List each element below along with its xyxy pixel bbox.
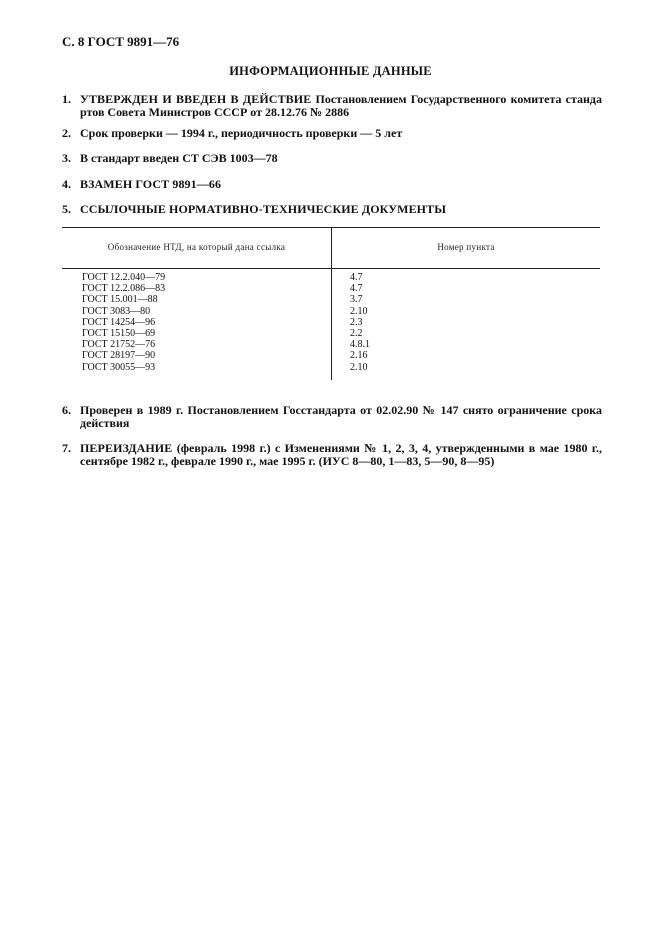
item-text: Срок проверки — 1994 г., периодичность проверки — 5 лет (80, 126, 403, 140)
item-text: В стандарт введен СТ СЭВ 1003—78 (80, 151, 278, 165)
column-divider (331, 228, 332, 380)
item-lead: УТВЕРЖДЕН И ВВЕДЕН В ДЕЙСТВИЕ (80, 92, 312, 106)
table-cell-clause: 2.10 (350, 305, 368, 317)
table-cell-document: ГОСТ 21752—76 (82, 339, 156, 351)
clause-column (350, 272, 370, 373)
table-cell-clause: 4.7 (350, 283, 363, 295)
item-text: Проверен в 1989 г. Постановлением Госстандарта от 02.02.90 № 147 снято ограничение срока действия (80, 403, 602, 430)
column-header-document: Обозначение НТД, на который дана ссылка (107, 242, 286, 252)
item-number: 5. (62, 202, 71, 216)
info-item-7 (62, 442, 602, 468)
table-cell-document: ГОСТ 12.2.040—79 (82, 272, 166, 283)
document-column (82, 272, 165, 373)
item-number: 7. (62, 441, 71, 455)
table-cell-document: ГОСТ 3083—80 (82, 305, 151, 317)
table-cell-document: ГОСТ 14254—96 (82, 316, 156, 328)
item-lead: ВЗАМЕН ГОСТ 9891—66 (80, 177, 222, 191)
info-item-4 (62, 178, 602, 191)
info-item-6 (62, 404, 602, 430)
item-lead: ПЕРЕИЗДАНИЕ (80, 441, 173, 455)
document-title: ИНФОРМАЦИОННЫЕ ДАННЫЕ (229, 64, 432, 78)
table-cell-document: ГОСТ 15150—69 (82, 328, 156, 340)
table-cell-document: ГОСТ 30055—93 (82, 361, 156, 373)
item-lead: ССЫЛОЧНЫЕ НОРМАТИВНО-ТЕХНИЧЕСКИЕ ДОКУМЕНТЫ (80, 202, 447, 216)
table-cell-clause: 3.7 (350, 294, 363, 306)
table-cell-document: ГОСТ 15.001—88 (82, 294, 158, 306)
info-item-5 (62, 203, 602, 216)
table-cell-clause: 4.7 (350, 272, 363, 283)
column-header-clause: Номер пункта (437, 242, 495, 252)
info-item-2 (62, 127, 602, 140)
info-item-3 (62, 152, 602, 165)
table-cell-clause: 4.8.1 (350, 339, 370, 351)
reference-documents-table (62, 227, 600, 380)
item-number: 3. (62, 151, 71, 165)
item-number: 1. (62, 92, 71, 106)
item-number: 2. (62, 126, 71, 140)
table-cell-document: ГОСТ 12.2.086—83 (82, 283, 166, 295)
table-cell-clause: 2.2 (350, 328, 363, 340)
table-cell-clause: 2.10 (350, 361, 368, 373)
page-header: С. 8 ГОСТ 9891—76 (62, 34, 180, 49)
item-text: Постановлением Государственного комитета станда ртов Совета Министров СССР от 28.12.76 № 2886 (80, 92, 603, 119)
info-item-1 (62, 93, 602, 119)
table-cell-clause: 2.3 (350, 316, 363, 328)
item-text: (февраль 1998 г.) с Изменениями № 1, 2, 3, 4, утвержденными в мае 1980 г., сентябре 1982 г., феврале 1990 г., мае 1995 г. (ИУС 8—80, 1—83, 5—90, 8—95) (80, 441, 602, 468)
table-cell-document: ГОСТ 28197—90 (82, 350, 156, 362)
item-number: 4. (62, 177, 71, 191)
table-cell-clause: 2.16 (350, 350, 368, 362)
item-number: 6. (62, 403, 71, 417)
